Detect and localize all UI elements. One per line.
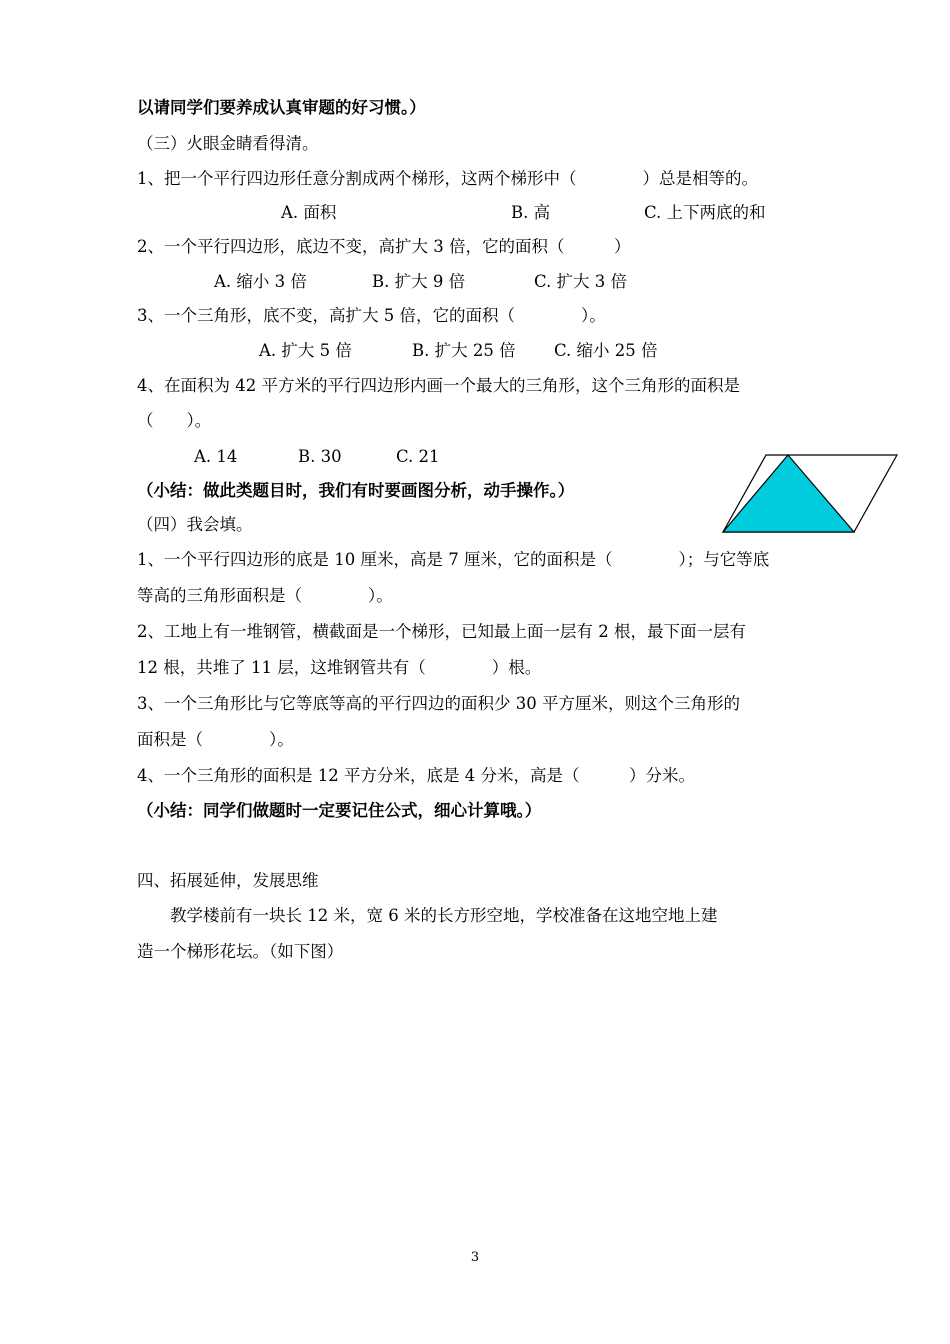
question-4-3-cont: 面积是（ ）。 (137, 730, 294, 749)
question-3-1: 1、把一个平行四边形任意分割成两个梯形，这两个梯形中（ ）总是相等的。 (137, 169, 758, 188)
question-4-2-cont: 12 根，共堆了 11 层，这堆钢管共有（ ）根。 (137, 658, 542, 677)
section-3-heading: （三）火眼金睛看得清。 (137, 134, 319, 153)
reminder-line: 以请同学们要养成认真审题的好习惯。） (137, 98, 426, 117)
option-b: B. 30 (298, 447, 342, 466)
parallelogram-triangle-figure (718, 452, 900, 536)
option-a: A. 面积 (281, 203, 337, 222)
question-4-3: 3、一个三角形比与它等底等高的平行四边的面积少 30 平方厘米，则这个三角形的 (137, 694, 740, 713)
option-a: A. 14 (194, 447, 238, 466)
extension-heading: 四、拓展延伸，发展思维 (137, 871, 319, 890)
extension-text-cont: 造一个梯形花坛。（如下图） (137, 942, 344, 961)
question-3-4: 4、在面积为 42 平方米的平行四边形内画一个最大的三角形，这个三角形的面积是 (137, 376, 740, 395)
section-4-heading: （四）我会填。 (137, 515, 253, 534)
option-c: C. 扩大 3 倍 (534, 272, 628, 291)
option-a: A. 扩大 5 倍 (259, 341, 352, 360)
question-4-4: 4、一个三角形的面积是 12 平方分米，底是 4 分米，高是（ ）分米。 (137, 766, 695, 785)
option-b: B. 扩大 9 倍 (372, 272, 466, 291)
option-a: A. 缩小 3 倍 (214, 272, 307, 291)
question-3-4-blank: （ ）。 (137, 411, 212, 430)
extension-text: 教学楼前有一块长 12 米，宽 6 米的长方形空地，学校准备在这地空地上建 (137, 906, 718, 925)
question-3-2: 2、一个平行四边形，底边不变，高扩大 3 倍，它的面积（ ） (137, 237, 631, 256)
option-b: B. 高 (511, 203, 551, 222)
summary-line: （小结：做此类题目时，我们有时要画图分析，动手操作。） (137, 481, 575, 500)
option-c: C. 上下两底的和 (644, 203, 766, 222)
page-number: 3 (470, 1250, 480, 1265)
summary-line: （小结：同学们做题时一定要记住公式，细心计算哦。） (137, 801, 542, 820)
option-c: C. 21 (396, 447, 440, 466)
question-4-1-cont: 等高的三角形面积是（ ）。 (137, 586, 393, 605)
question-4-1: 1、一个平行四边形的底是 10 厘米，高是 7 厘米，它的面积是（ ）；与它等底 (137, 550, 770, 569)
triangle-shape (723, 455, 854, 532)
question-3-3: 3、一个三角形，底不变，高扩大 5 倍，它的面积（ ）。 (137, 306, 606, 325)
option-b: B. 扩大 25 倍 (412, 341, 516, 360)
question-4-2: 2、工地上有一堆钢管，横截面是一个梯形，已知最上面一层有 2 根，最下面一层有 (137, 622, 746, 641)
option-c: C. 缩小 25 倍 (554, 341, 658, 360)
